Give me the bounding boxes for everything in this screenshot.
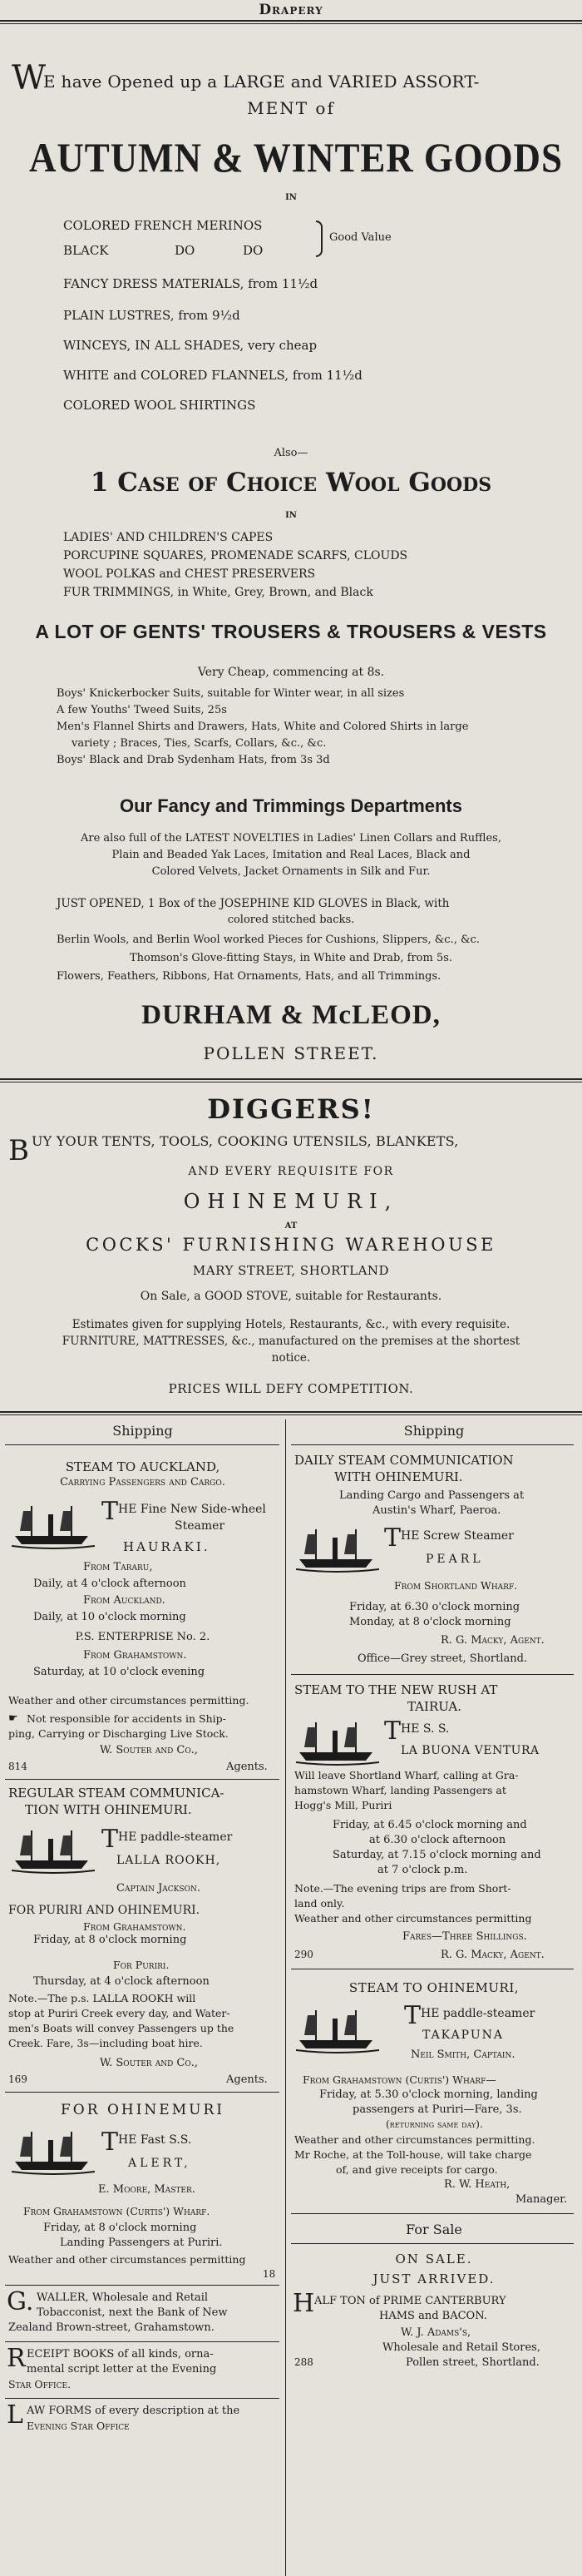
top-rule [0, 20, 582, 22]
advert-rule [291, 2213, 574, 2214]
fancy-line: Colored Velvets, Jacket Ornaments in Silk and Fur. [151, 865, 431, 878]
advert-line: Weather and other circumstances permitting. [8, 1694, 249, 1707]
advert-title: JUST ARRIVED. [372, 2271, 496, 2286]
advert-line: ALF TON of PRIME CANTERBURY [314, 2295, 506, 2307]
agent-line: Agents. [226, 1761, 268, 1773]
advert-rule [5, 2398, 279, 2399]
advert-title: FOR PURIRI AND OHINEMURI. [8, 1904, 200, 1917]
goods-line: COLORED FRENCH MERINOS [63, 218, 263, 233]
advert-line: AW FORMS of every description at the [27, 2405, 240, 2417]
advert-line: From Grahamstown (Curtis') Wharf. [23, 2205, 210, 2217]
advert-line: Office—Grey street, Shortland. [358, 1652, 528, 1665]
advert-line: Neil Smith, Captain. [411, 2048, 515, 2061]
advert-line: hamstown Wharf, landing Passengers at [294, 1784, 506, 1796]
goods-line: FANCY DRESS MATERIALS, from 11½d [63, 276, 318, 291]
headline: AUTUMN & WINTER GOODS [29, 134, 563, 181]
diggers-line: AND EVERY REQUISITE FOR [188, 1165, 394, 1178]
advert-line: P.S. ENTERPRISE No. 2. [75, 1631, 210, 1643]
kid-gloves-line: colored stitched backs. [227, 914, 355, 926]
advert-rule [5, 2341, 279, 2342]
advert-line: HE paddle-steamer [118, 1830, 233, 1844]
warehouse-name: COCKS' FURNISHING WAREHOUSE [86, 1235, 496, 1255]
divider [0, 1411, 582, 1413]
intro-line: E have Opened up a LARGE and VARIED ASSORT- [43, 72, 480, 92]
brace [316, 220, 323, 257]
drop-cap: L [7, 2400, 23, 2430]
advert-line: men's Boats will convey Passengers up the [8, 2022, 234, 2034]
advert-line: ECEIPT BOOKS of all kinds, orna- [27, 2348, 214, 2361]
advert-line: Steamer [175, 1519, 225, 1533]
also-label: Also— [274, 447, 308, 459]
advert-title: TION WITH OHINEMURI. [25, 1802, 192, 1817]
advert-line: Captain Jackson. [116, 1882, 200, 1895]
advert-line: passengers at Puriri—Fare, 3s. [353, 2103, 522, 2116]
drop-cap: W [12, 59, 47, 97]
advert-rule [5, 2285, 279, 2286]
advert-number: 290 [294, 1949, 313, 1960]
advert-line: (returning same day). [386, 2118, 483, 2130]
in-label: IN [285, 193, 297, 202]
advert-line: Monday, at 8 o'clock morning [349, 1616, 511, 1628]
fancy-line: Plain and Beaded Yak Laces, Imitation and Real Laces, Black and [111, 849, 471, 861]
advert-line: W. J. Adams's, [401, 2326, 471, 2339]
advert-line: E. Moore, Master. [98, 2183, 195, 2196]
intro-line-2: MENT of [247, 98, 335, 118]
advert-line: Wholesale and Retail Stores, [382, 2341, 540, 2354]
advert-line: Saturday, at 10 o'clock evening [33, 1666, 205, 1678]
advert-line: HE paddle-steamer [421, 2007, 535, 2020]
advert-line: Not responsible for accidents in Ship- [27, 1712, 226, 1725]
drop-cap: T [101, 1825, 119, 1854]
diggers-title: DIGGERS! [207, 1093, 375, 1125]
advert-line: Evening Star Office [27, 2420, 130, 2432]
drop-cap: B [8, 1134, 29, 1167]
drop-cap: T [101, 1497, 119, 1526]
advert-line: From Grahamstown (Curtis') Wharf— [303, 2073, 496, 2086]
misc-line: Flowers, Feathers, Ribbons, Hat Ornaments, Hats, and all Trimmings. [57, 970, 441, 983]
advert-line: HE Fine New Side-wheel [118, 1503, 266, 1516]
advert-line: Saturday, at 7.15 o'clock morning and [333, 1849, 541, 1861]
ohinemuri-title: OHINEMURI, [183, 1190, 399, 1213]
advert-title: REGULAR STEAM COMMUNICA- [8, 1786, 224, 1801]
wool-line: PORCUPINE SQUARES, PROMENADE SCARFS, CLOUDS [63, 549, 408, 562]
steamer-name: HAURAKI. [123, 1539, 210, 1554]
firm-street: POLLEN STREET. [203, 1043, 379, 1063]
advert-line: Note.—The p.s. LALLA ROOKH will [8, 1992, 196, 2004]
gents-line: Boys' Black and Drab Sydenham Hats, from 3s 3d [57, 754, 330, 766]
agent-line: Manager. [515, 2193, 568, 2206]
advert-sub: Carrying Passengers and Cargo. [60, 1476, 225, 1489]
wool-line: WOOL POLKAS and CHEST PRESERVERS [63, 567, 316, 581]
left-column [0, 1416, 285, 2576]
advert-line: WALLER, Wholesale and Retail [37, 2291, 209, 2304]
drop-cap: H [293, 2289, 315, 2318]
column-heading: For Sale [406, 2222, 462, 2237]
misc-line: Thomson's Glove-fitting Stays, in White and Drab, from 5s. [129, 952, 453, 964]
fancy-headline: Our Fancy and Trimmings Departments [120, 795, 462, 816]
advert-line: From Tararu, [83, 1561, 153, 1573]
advert-line: of, and give receipts for cargo. [336, 2163, 498, 2176]
advert-title: TAIRUA. [407, 1699, 462, 1714]
top-rule-thin [0, 23, 582, 24]
advert-line: at 6.30 o'clock afternoon [369, 1834, 506, 1846]
prices-line: PRICES WILL DEFY COMPETITION. [168, 1381, 414, 1396]
drop-cap: G. [7, 2287, 34, 2316]
advert-title: FOR OHINEMURI [61, 2102, 224, 2118]
advert-line: Note.—The evening trips are from Short- [294, 1882, 511, 1895]
goods-line: WINCEYS, IN ALL SHADES, very cheap [63, 338, 318, 353]
agent-line: R. G. Macky, Agent. [441, 1634, 545, 1647]
advert-line: Landing Passengers at Puriri. [60, 2237, 223, 2249]
gents-headline: A LOT OF GENTS' TROUSERS & TROUSERS & VESTS [35, 621, 547, 642]
steamer-name: TAKAPUNA [422, 2029, 505, 2042]
advert-line: Pollen street, Shortland. [406, 2356, 540, 2369]
advert-line: For Puriri. [113, 1959, 170, 1971]
advert-line: Daily, at 4 o'clock afternoon [33, 1578, 186, 1590]
steamship-icon [12, 2128, 95, 2175]
heading-rule [5, 1444, 279, 1445]
advert-title: STEAM TO OHINEMURI, [348, 1980, 520, 1995]
advert-line: land only. [294, 1897, 345, 1910]
gents-sub: Very Cheap, commencing at 8s. [197, 666, 385, 679]
advert-line: Creek. Fare, 3s—including boat hire. [8, 2037, 203, 2049]
advert-line: HAMS and BACON. [379, 2310, 487, 2322]
gents-line: Boys' Knickerbocker Suits, suitable for Winter wear, in all sizes [57, 687, 405, 700]
column-heading: Shipping [403, 1423, 465, 1439]
advert-line: Fares—Three Shillings. [402, 1930, 527, 1943]
advert-rule [5, 1779, 279, 1780]
advert-number: 288 [294, 2356, 313, 2368]
agent-line: Agents. [226, 2073, 268, 2086]
advert-title: STEAM TO THE NEW RUSH AT [294, 1682, 498, 1697]
warehouse-address: MARY STREET, SHORTLAND [192, 1263, 390, 1278]
advert-rule [5, 2092, 279, 2093]
advert-line: Friday, at 5.30 o'clock morning, landing [319, 2088, 538, 2101]
advert-line: Friday, at 6.45 o'clock morning and [333, 1819, 527, 1831]
advert-line: mental script letter at the Evening [27, 2363, 217, 2375]
advert-title: STEAM TO AUCKLAND, [65, 1459, 220, 1474]
advert-line: Friday, at 8 o'clock morning [43, 2222, 197, 2234]
advert-line: HE S. S. [401, 1722, 450, 1736]
advert-line: Weather and other circumstances permitting [294, 1912, 532, 1925]
agent-line: W. Souter and Co., [100, 1744, 199, 1756]
gents-line: A few Youths' Tweed Suits, 25s [57, 704, 227, 716]
agent-line: R. G. Macky, Agent. [441, 1949, 545, 1961]
agent-line: W. Souter and Co., [100, 2057, 199, 2069]
right-column [286, 1416, 582, 2576]
advert-number: 169 [8, 2073, 27, 2085]
wool-line: LADIES' AND CHILDREN'S CAPES [63, 531, 274, 544]
diggers-line: Estimates given for supplying Hotels, Restaurants, &c., with every requisite. [72, 1318, 510, 1331]
goods-line: BLACK [63, 243, 109, 258]
steamship-icon [12, 1503, 95, 1549]
advert-line: Star Office. [8, 2378, 72, 2390]
divider [0, 1078, 582, 1080]
advert-line: Friday, at 6.30 o'clock morning [349, 1601, 520, 1613]
advert-line: at 7 o'clock p.m. [377, 1864, 468, 1876]
misc-line: Berlin Wools, and Berlin Wool worked Pieces for Cushions, Slippers, &c., &c. [57, 934, 480, 946]
advert-line: ping, Carrying or Discharging Live Stock. [8, 1727, 229, 1740]
advert-line: HE Screw Steamer [401, 1529, 514, 1543]
advert-line: stop at Puriri Creek every day, and Water- [8, 2007, 230, 2019]
advert-line: Zealand Brown-street, Grahamstown. [8, 2321, 215, 2334]
advert-line: Weather and other circumstances permitting [8, 2253, 246, 2266]
advert-number: 18 [263, 2268, 276, 2280]
at-label: AT [284, 1221, 298, 1231]
drop-cap: T [404, 2001, 422, 2030]
advert-line: Hogg's Mill, Puriri [294, 1799, 392, 1811]
advert-title: WITH OHINEMURI. [334, 1469, 463, 1484]
diggers-line: FURNITURE, MATTRESSES, &c., manufactured on the premises at the shortest [62, 1335, 520, 1348]
advert-line: Mr Roche, at the Toll-house, will take charge [294, 2148, 532, 2161]
advert-line: Austin's Wharf, Paeroa. [372, 1504, 501, 1517]
gents-line: Men's Flannel Shirts and Drawers, Hats, White and Colored Shirts in large [57, 721, 469, 733]
advert-line: From Grahamstown. [83, 1920, 186, 1933]
advert-line: From Grahamstown. [83, 1649, 187, 1662]
advert-number: 814 [8, 1761, 27, 1772]
steamer-name: PEARL [426, 1553, 484, 1566]
steamship-icon [296, 2007, 379, 2053]
advert-line: HE Fast S.S. [118, 2133, 192, 2147]
drop-cap: T [384, 1717, 402, 1746]
advert-line: Friday, at 8 o'clock morning [33, 1934, 187, 1946]
case-headline: 1 Case of Choice Wool Goods [90, 468, 492, 498]
good-value: Good Value [329, 231, 392, 244]
goods-line: PLAIN LUSTRES, from 9½d [63, 308, 240, 323]
gents-line: variety ; Braces, Ties, Scarfs, Collars, &c., &c. [72, 737, 327, 750]
drop-cap: T [101, 2128, 119, 2157]
advert-line: Daily, at 10 o'clock morning [33, 1611, 186, 1623]
diggers-line: On Sale, a GOOD STOVE, suitable for Restaurants. [140, 1290, 442, 1303]
advert-line: Landing Cargo and Passengers at [339, 1489, 525, 1502]
steamship-icon [12, 1827, 95, 1874]
advert-line: From Shortland Wharf. [394, 1579, 518, 1592]
goods-line: WHITE and COLORED FLANNELS, from 11½d [63, 368, 363, 383]
advert-line: Weather and other circumstances permitting. [294, 2133, 535, 2146]
heading-rule [291, 2243, 574, 2244]
goods-line: DO [243, 243, 264, 258]
diggers-line: UY YOUR TENTS, TOOLS, COOKING UTENSILS, BLANKETS, [32, 1133, 459, 1149]
advert-title: DAILY STEAM COMMUNICATION [294, 1453, 514, 1468]
kid-gloves-line: JUST OPENED, 1 Box of the JOSEPHINE KID GLOVES in Black, with [57, 897, 450, 910]
advert-line: Will leave Shortland Wharf, calling at Gra- [294, 1769, 519, 1781]
divider [0, 1414, 582, 1415]
column-heading: Shipping [112, 1423, 173, 1439]
fancy-line: Are also full of the LATEST NOVELTIES in Ladies' Linen Collars and Ruffles, [80, 832, 501, 845]
steamer-name: ALERT, [128, 2157, 191, 2170]
advert-line: Thursday, at 4 o'clock afternoon [33, 1975, 210, 1988]
goods-line: COLORED WOOL SHIRTINGS [63, 398, 256, 413]
firm-name: DURHAM & McLEOD, [141, 1000, 441, 1030]
steamer-name: LALLA ROOKH, [116, 1854, 221, 1867]
steamer-name: LA BUONA VENTURA [401, 1744, 540, 1757]
steamship-icon [296, 1526, 379, 1573]
advert-rule [291, 1674, 574, 1675]
goods-line: DO [175, 243, 195, 258]
pointing-hand-icon: ☛ [8, 1712, 18, 1725]
advert-title: ON SALE. [395, 2252, 473, 2266]
agent-line: R. W. Heath, [444, 2178, 510, 2191]
steamship-icon [296, 1719, 379, 1766]
in-label: IN [285, 511, 297, 520]
heading-rule [291, 1444, 574, 1445]
section-title: Drapery [259, 2, 323, 18]
advert-line: From Auckland. [83, 1594, 165, 1607]
wool-line: FUR TRIMMINGS, in White, Grey, Brown, and Black [63, 586, 373, 599]
diggers-line: notice. [271, 1351, 311, 1365]
drop-cap: R [7, 2344, 26, 2373]
advert-line: Tobacconist, next the Bank of New [37, 2306, 228, 2319]
drop-cap: T [384, 1523, 402, 1553]
